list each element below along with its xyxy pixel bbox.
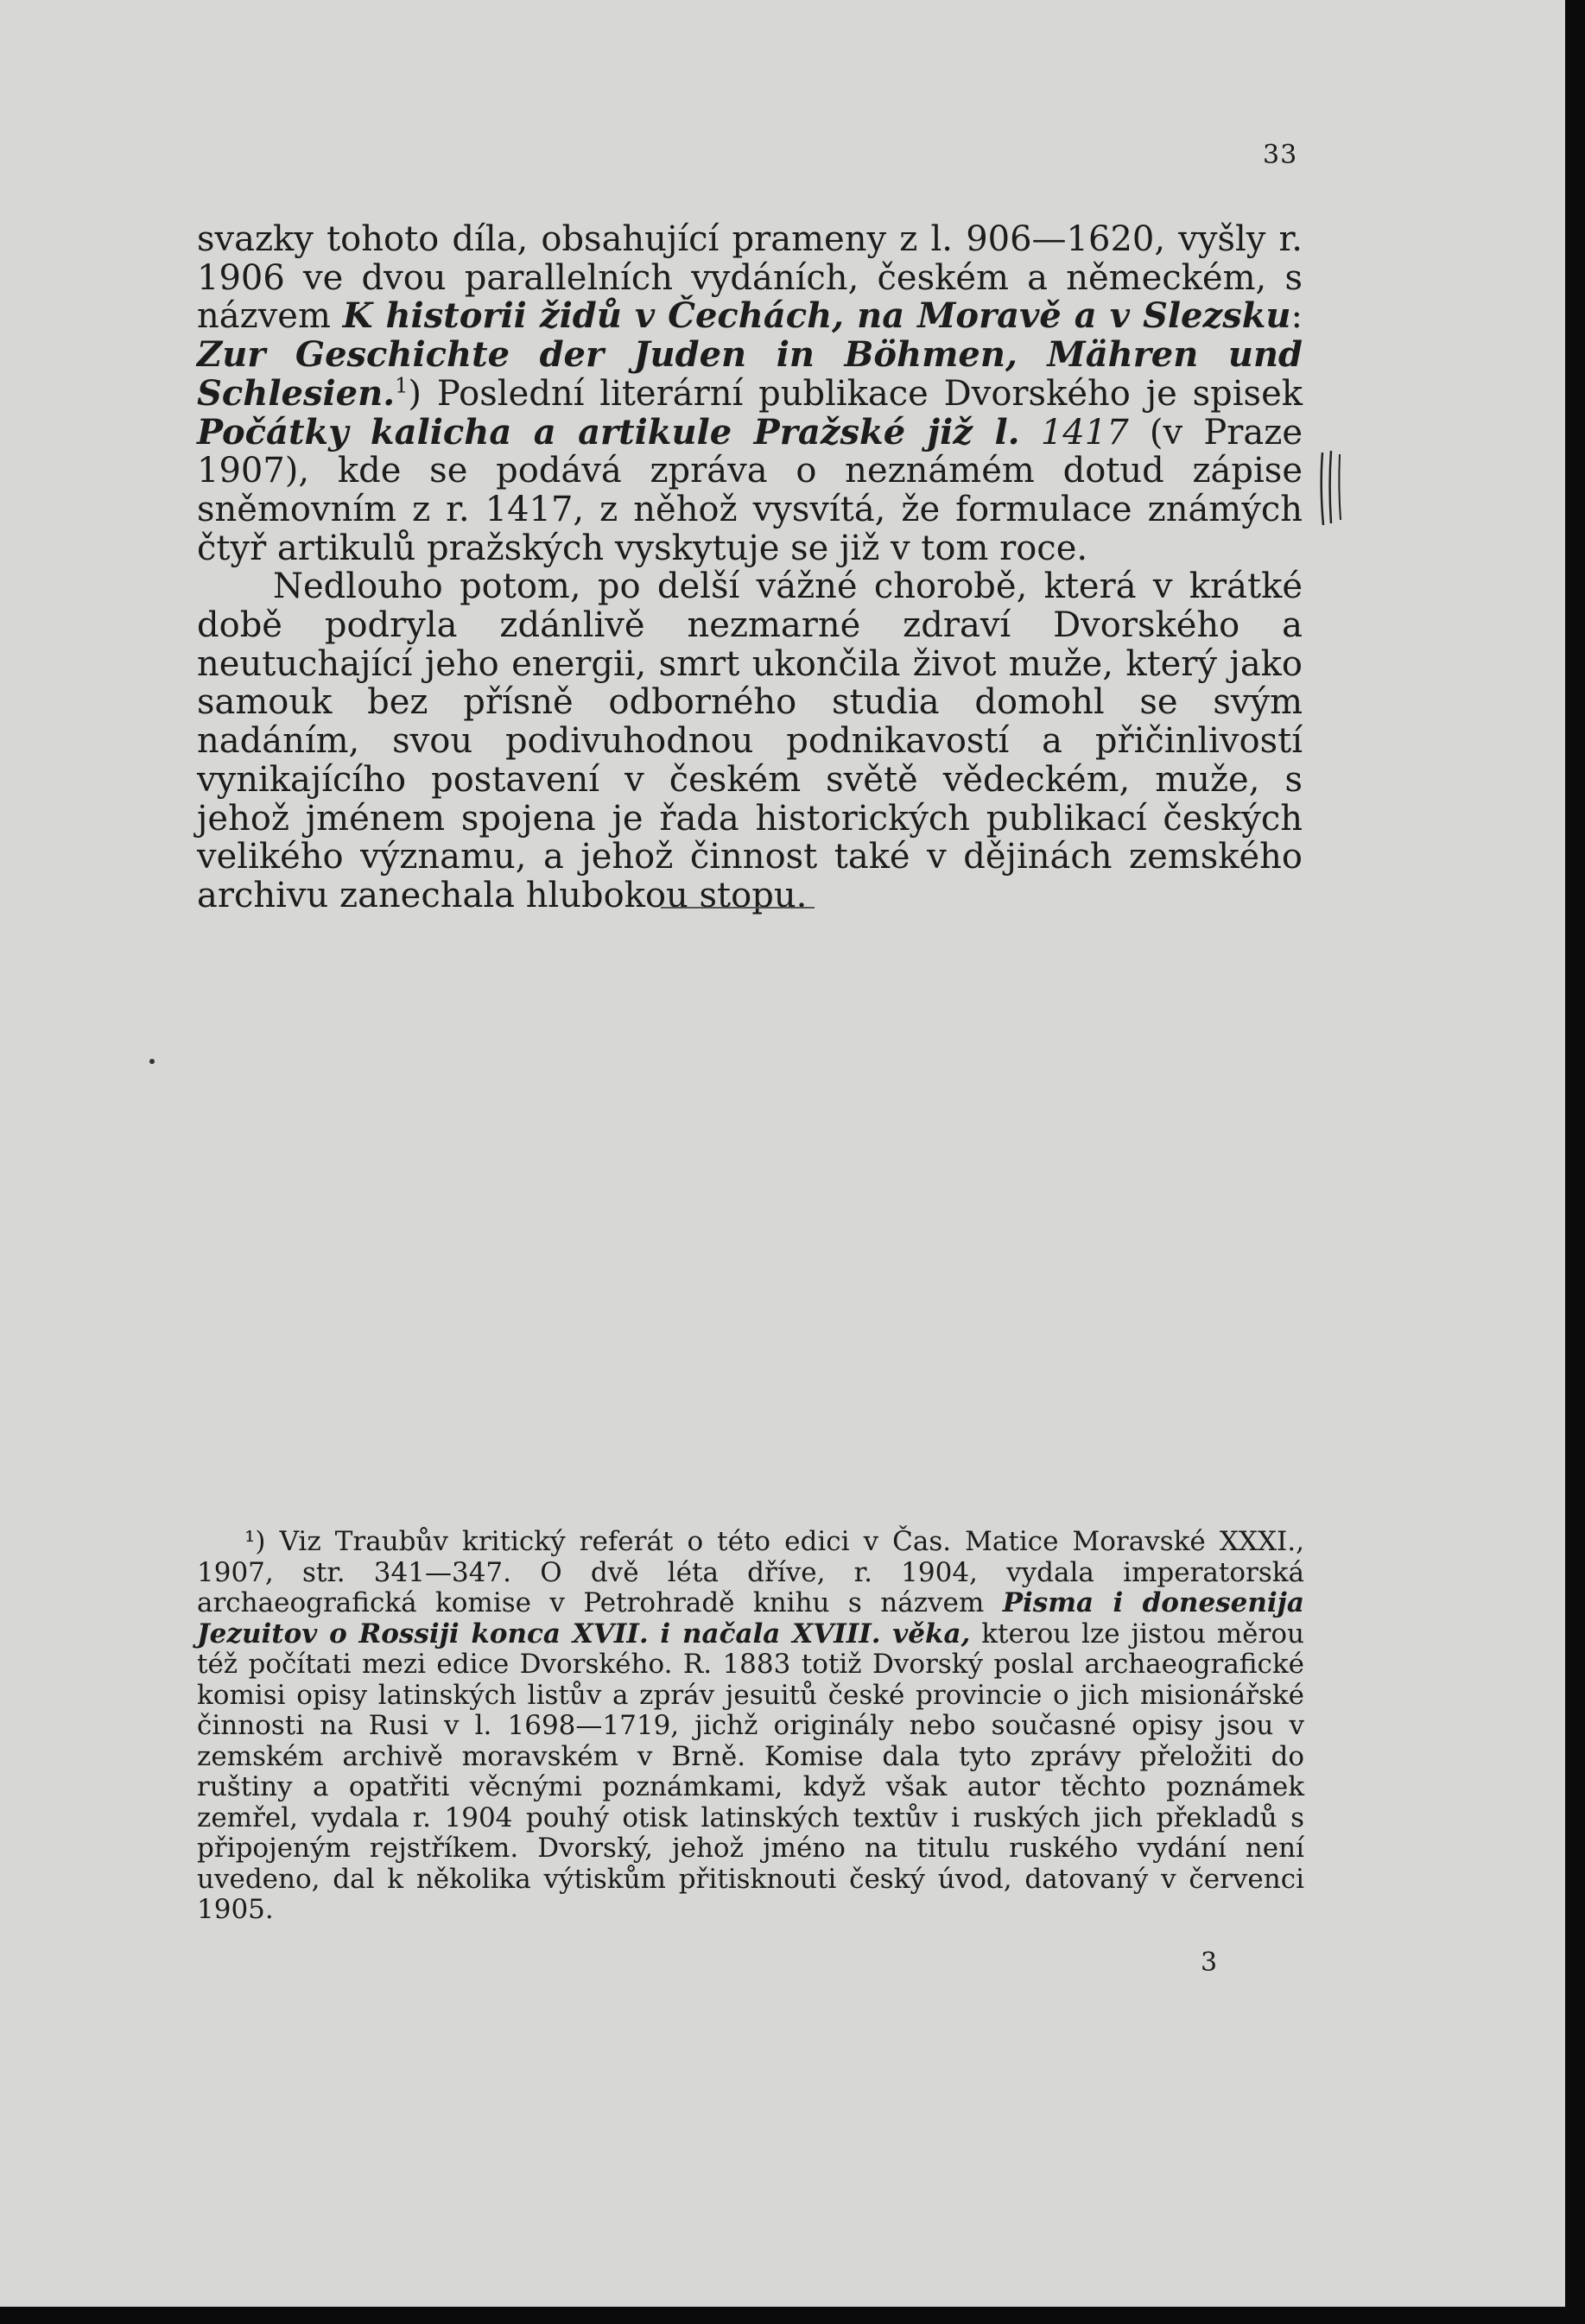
paragraph-1 [197,220,1303,567]
p1-text-5: (v Praze 1907), kde se podává zpráva o neznámém dotud zápise sněmovním z r. 1417, z něhož vysvítá, že formulace známých čtyř artikulů pražských vyskytuje se již v tom roce. [197,412,1303,568]
p1-title-pocatky: Počátky kalicha a artikule Pražské již l. [197,411,1020,453]
margin-pencil-mark [1316,449,1350,527]
footnote-reference: 1 [395,373,409,398]
paragraph-2: Nedlouho potom, po delší vážné chorobě, která v krátké době podryla zdánlivě nezmarné zdraví Dvorského a neutuchající jeho energii, smrt ukončila život muže, který jako samouk bez přísně odborného studia domohl se svým nadáním, svou podivuhodnou podnikavostí a přičinlivostí vynikajícího postavení v českém světě vědeckém, muže, s jehož jménem spojena je řada historických publikací českých velikého významu, a jehož činnost také v dějinách zemského archivu zanechala hlubokou stopu. [197,567,1303,915]
p1-title-german: Zur Geschichte der Juden in Böhmen, Mähren und Schlesien. [197,334,1303,414]
section-separator [661,907,815,909]
p1-text-1: svazky tohoto díla, obsahující prameny z l. 906—1620, vyšly r. 1906 ve dvou parallelních vydáních, českém a německém, s názvem [197,219,1303,337]
footnote-text-1: Viz Traubův kritický referát o této edici v Čas. Matice Moravské XXXI., 1907, str. 341—347. O dvě léta dříve, r. 1904, vydala imperatorská archaeografická komise v Petrohradě knihu s názvem [197,1526,1304,1618]
p1-title-czech: K historii židů v Čechách, na Moravě a v Slezsku [342,295,1291,337]
p1-text-3: ) Poslední literární publikace Dvorského je spisek [408,373,1303,414]
printer-signature: 3 [1201,1947,1218,1978]
footnote [197,1527,1304,1926]
footnote-text-2: kterou lze jistou měrou též počítati mezi edice Dvorského. R. 1883 totiž Dvorský poslal archaeografické komisi opisy latinských listův a zpráv jesuitů české provincie o jich misionářské činnosti na Rusi v l. 1698—1719, jichž originály nebo současné opisy jsou v zemském archivě moravském v Brně. Komise dala tyto zprávy přeložiti do ruštiny a opatřiti věcnými poznámkami, když však autor těchto poznámek zemřel, vydala r. 1904 pouhý otisk latinských textův i ruských jich překladů s připojeným rejstříkem. Dvorský, jehož jméno na titulu ruského vydání není uvedeno, dal k několika výtiskům přitisknouti český úvod, datovaný v červenci 1905. [197,1618,1304,1925]
main-text [197,220,1303,915]
page-number: 33 [1263,140,1298,170]
p1-text-4 [1020,413,1041,453]
p1-text-2: : [1290,296,1303,337]
footnote-mark: ¹) [244,1526,266,1557]
footnote-title-russian: Pisma i donesenija Jezuitov o Rossiji konca XVII. i načala XVIII. věka, [197,1587,1304,1650]
p1-year: 1417 [1040,412,1129,453]
scan-speck [149,1059,155,1064]
footnote-text [197,1527,1304,1926]
